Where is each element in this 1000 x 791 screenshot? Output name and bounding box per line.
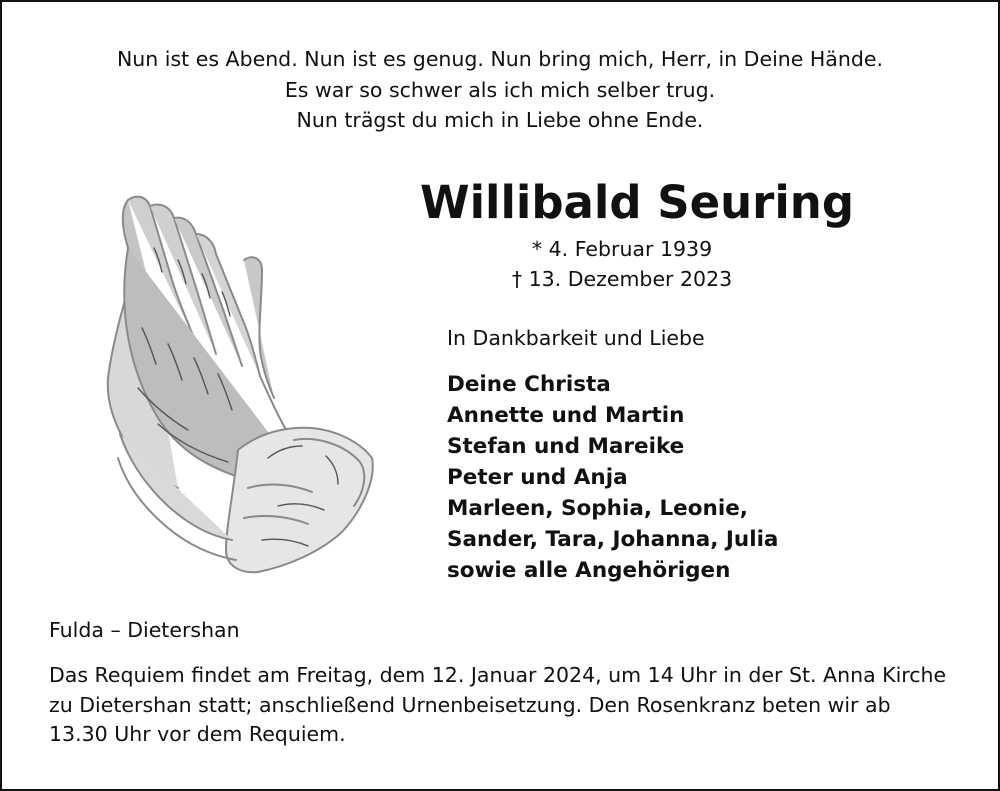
place-line: Fulda – Dietershan bbox=[49, 618, 240, 642]
deceased-name: Willibald Seuring bbox=[420, 176, 855, 229]
praying-hands-icon bbox=[98, 188, 378, 574]
service-line: zu Dietershan statt; anschließend Urnenbeisetzung. Den Rosenkranz beten wir ab bbox=[49, 692, 891, 717]
mourner-line: Annette und Martin bbox=[447, 403, 685, 428]
mourner-line: Peter und Anja bbox=[447, 465, 628, 490]
service-notice bbox=[49, 661, 959, 750]
death-date: † 13. Dezember 2023 bbox=[511, 267, 733, 291]
mourners-list bbox=[447, 369, 778, 586]
mourner-line: Sander, Tara, Johanna, Julia bbox=[447, 527, 779, 552]
birth-date: * 4. Februar 1939 bbox=[531, 237, 713, 261]
dedication-line: In Dankbarkeit und Liebe bbox=[447, 326, 705, 350]
mourner-line: Stefan und Mareike bbox=[447, 434, 685, 459]
poem bbox=[0, 44, 1000, 136]
poem-line: Nun ist es Abend. Nun ist es genug. Nun bring mich, Herr, in Deine Hände. bbox=[116, 47, 884, 71]
mourner-line: sowie alle Angehörigen bbox=[447, 558, 731, 583]
poem-line: Nun trägst du mich in Liebe ohne Ende. bbox=[296, 108, 704, 132]
service-line: 13.30 Uhr vor dem Requiem. bbox=[49, 722, 346, 746]
mourner-line: Deine Christa bbox=[447, 372, 611, 397]
mourner-line: Marleen, Sophia, Leonie, bbox=[447, 496, 748, 521]
service-line: Das Requiem findet am Freitag, dem 12. Januar 2024, um 14 Uhr in der St. Anna Kirche bbox=[49, 663, 947, 687]
life-dates bbox=[420, 234, 824, 294]
poem-line: Es war so schwer als ich mich selber trug. bbox=[284, 77, 716, 102]
